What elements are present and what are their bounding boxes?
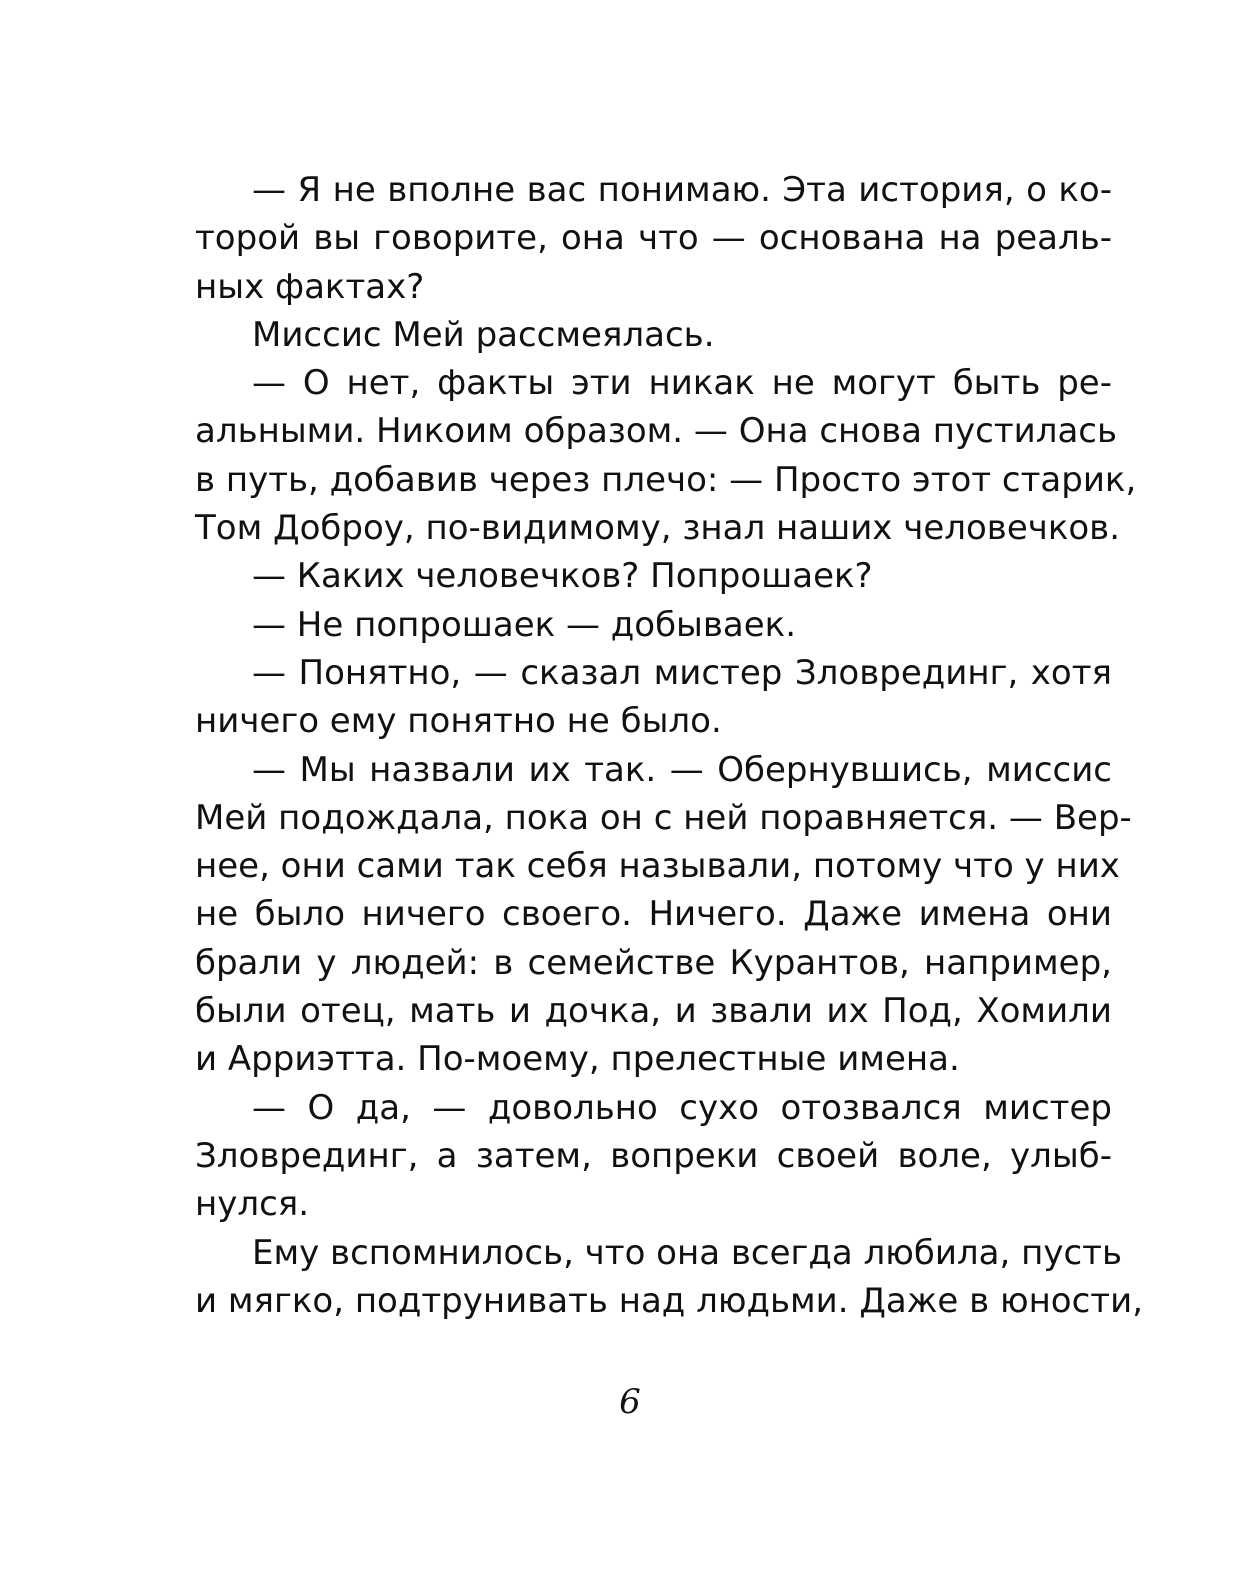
text-line: Том Доброу, по-видимому, знал наших человечков. — [195, 508, 1121, 549]
text-line: в путь, добавив через плечо: — Просто этот старик, — [195, 459, 1137, 500]
text-line: — Каких человечков? Попрошаек? — [252, 556, 873, 597]
text-line: были отец, мать и дочка, и звали их Под, Хомили — [195, 991, 1112, 1032]
text-line: нее, они сами так себя называли, потому что у них — [195, 846, 1120, 887]
text-line: — Я не вполне вас понимаю. Эта история, о ко- — [252, 170, 1112, 210]
text-line: — О нет, факты эти никак не могут быть ре- — [252, 363, 1112, 404]
text-line: — Не попрошаек — добываек. — [252, 604, 797, 645]
text-line: Ему вспомнилось, что она всегда любила, пусть — [252, 1232, 1123, 1273]
text-line: и мягко, подтрунивать над людьми. Даже в юности, — [195, 1280, 1144, 1321]
text-line: торой вы говорите, она что — основана на реаль- — [195, 218, 1112, 259]
text-line: нулся. — [195, 1184, 310, 1225]
text-line: Зловрединг, а затем, вопреки своей воле, улыб- — [195, 1135, 1112, 1176]
text-line: и Арриэтта. По-моему, прелестные имена. — [195, 1039, 960, 1080]
text-line: Миссис Мей рассмеялась. — [252, 314, 715, 355]
text-line: не было ничего своего. Ничего. Даже имена они — [195, 894, 1112, 935]
text-line: ных фактах? — [195, 266, 425, 307]
text-line: — Понятно, — сказал мистер Зловрединг, хотя — [252, 652, 1112, 693]
page-number: 6 — [619, 1382, 641, 1422]
text-line: Мей подождала, пока он с ней поравняется. — Вер- — [195, 797, 1132, 838]
text-line: — О да, — довольно сухо отозвался мистер — [252, 1087, 1112, 1128]
text-line: брали у людей: в семействе Курантов, например, — [195, 942, 1112, 983]
text-line: альными. Никоим образом. — Она снова пустилась — [195, 411, 1118, 452]
text-line: ничего ему понятно не было. — [195, 701, 722, 742]
body-text — [195, 166, 1144, 1325]
text-line: — Мы назвали их так. — Обернувшись, миссис — [252, 749, 1112, 790]
